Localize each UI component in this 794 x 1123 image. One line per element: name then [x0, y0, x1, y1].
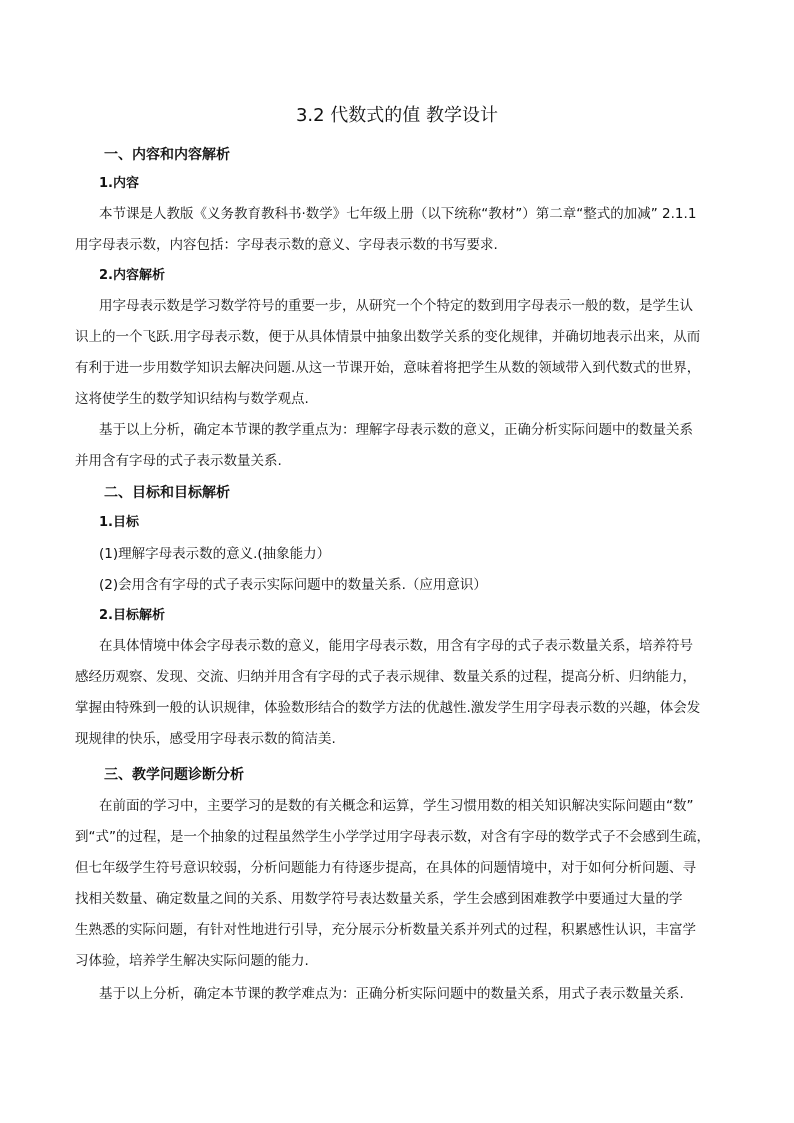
paragraph-line: 习体验，培养学生解决实际问题的能力.: [75, 953, 309, 969]
paragraph-line: 基于以上分析，确定本节课的教学难点为：正确分析实际问题中的数量关系，用式子表示数量关系.: [99, 986, 684, 1002]
section-2-sub-analysis: 2.目标解析: [99, 608, 165, 623]
paragraph-line: 用字母表示数，内容包括：字母表示数的意义、字母表示数的书写要求.: [75, 237, 498, 253]
section-1-sub-analysis: 2.内容解析: [99, 268, 165, 283]
paragraph-line: 找相关数量、确定数量之间的关系、用数学符号表达数量关系，学生会感到困难教学中要通过大量的学: [75, 891, 683, 907]
document-title: 3.2 代数式的值 教学设计: [295, 105, 499, 126]
paragraph-line: 现规律的快乐，感受用字母表示数的简洁美.: [75, 731, 336, 747]
paragraph-line: 感经历观察、发现、交流、归纳并用含有字母的式子表示规律、数量关系的过程，提高分析、归纳能力，: [75, 669, 696, 685]
section-3-heading: 三、教学问题诊断分析: [104, 767, 244, 783]
paragraph-line: 生熟悉的实际问题，有针对性地进行引导，充分展示分析数量关系并列式的过程，积累感性认识，丰富学: [75, 922, 696, 938]
section-2-sub-goals: 1.目标: [99, 515, 139, 530]
paragraph-line: 本节课是人教版《义务教育教科书·数学》七年级上册（以下统称“教材”）第二章“整式的加减” 2.1.1: [99, 206, 697, 222]
paragraph-line: 掌握由特殊到一般的认识规律，体验数形结合的数学方法的优越性.激发学生用字母表示数的兴趣，体会发: [75, 700, 701, 716]
paragraph-line: 用字母表示数是学习数学符号的重要一步，从研究一个个特定的数到用字母表示一般的数，是学生认: [99, 298, 693, 314]
paragraph-line: 但七年级学生符号意识较弱，分析问题能力有待逐步提高，在具体的问题情境中，对于如何分析问题、寻: [75, 860, 696, 876]
paragraph-line: 并用含有字母的式子表示数量关系.: [75, 453, 282, 469]
goal-item: (1)理解字母表示数的意义.(抽象能力）: [99, 546, 331, 562]
paragraph-line: 有利于进一步用数学知识去解决问题.从这一节课开始，意味着将把学生从数的领域带入到代数式的世界，: [75, 360, 701, 376]
section-2-heading: 二、目标和目标解析: [104, 485, 230, 501]
paragraph-line: 基于以上分析，确定本节课的教学重点为：理解字母表示数的意义，正确分析实际问题中的数量关系: [99, 422, 693, 438]
paragraph-line: 在具体情境中体会字母表示数的意义，能用字母表示数，用含有字母的式子表示数量关系，培养符号: [99, 638, 693, 654]
paragraph-line: 这将使学生的数学知识结构与数学观点.: [75, 391, 309, 407]
paragraph-line: 到“式”的过程，是一个抽象的过程虽然学生小学学过用字母表示数，对含有字母的数学式子不会感到生疏，: [75, 829, 710, 845]
section-1-heading: 一、内容和内容解析: [104, 147, 230, 163]
goal-item: (2)会用含有字母的式子表示实际问题中的数量关系.（应用意识）: [99, 577, 487, 593]
paragraph-line: 在前面的学习中，主要学习的是数的有关概念和运算，学生习惯用数的相关知识解决实际问题由“数”: [99, 798, 694, 814]
paragraph-line: 识上的一个飞跃.用字母表示数，便于从具体情景中抽象出数学关系的变化规律，并确切地表示出来，从而: [75, 329, 701, 345]
section-1-sub-content: 1.内容: [99, 176, 139, 191]
